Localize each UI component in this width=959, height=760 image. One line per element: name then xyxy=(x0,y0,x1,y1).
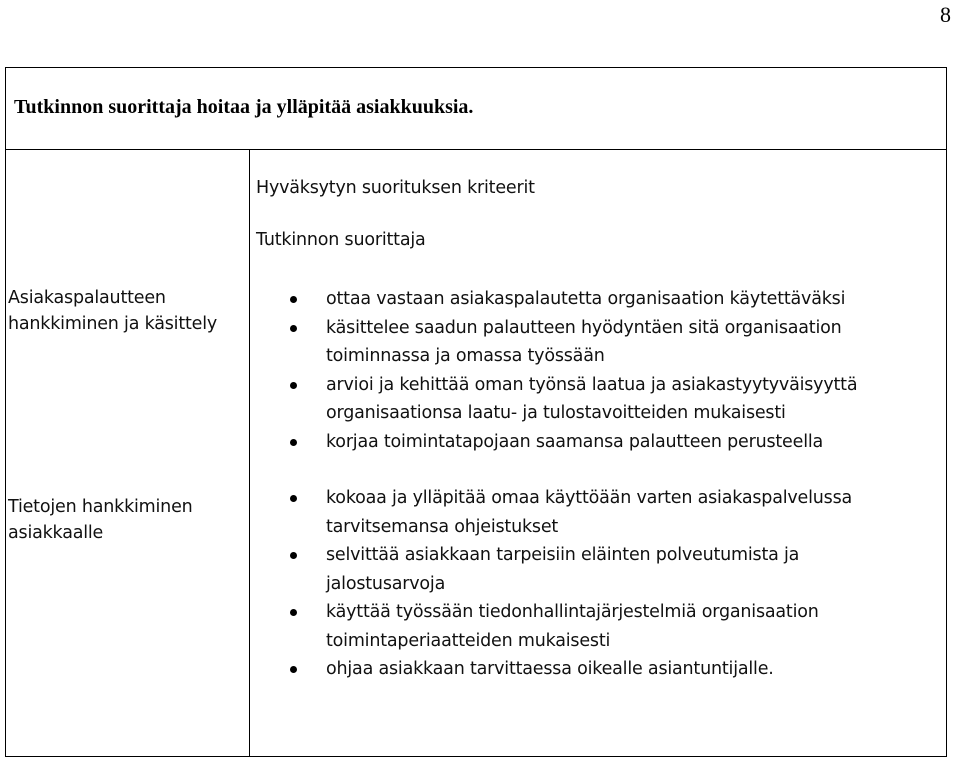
bullet-icon xyxy=(290,552,297,559)
criterion-text: jalostusarvoja xyxy=(326,573,446,594)
criterion-item xyxy=(290,598,852,655)
criteria-list-feedback xyxy=(290,285,857,456)
bullet-icon xyxy=(290,439,297,446)
criterion-text: selvittää asiakkaan tarpeisiin eläinten polveutumista ja xyxy=(326,545,800,565)
bullet-icon xyxy=(290,666,297,673)
section-label-information xyxy=(8,494,193,546)
section-label-line: Asiakaspalautteen xyxy=(8,288,166,308)
criterion-text: kokoaa ja ylläpitää omaa käyttöään varten asiakaspalvelussa xyxy=(326,488,853,508)
criterion-text: ottaa vastaan asiakaspalautetta organisaation käytettäväksi xyxy=(326,289,846,309)
criteria-heading: Hyväksytyn suorituksen kriteerit xyxy=(256,178,535,198)
section-label-line: Tietojen hankkiminen xyxy=(8,497,193,517)
title-row xyxy=(6,68,946,150)
criterion-item xyxy=(290,428,857,457)
criterion-text: tarvitsemansa ohjeistukset xyxy=(326,516,559,537)
bullet-icon xyxy=(290,325,297,332)
criterion-text: käsittelee saadun palautteen hyödyntäen sitä organisaation xyxy=(326,317,842,338)
column-divider xyxy=(249,149,250,756)
bullet-icon xyxy=(290,609,297,616)
criterion-text: toimintaperiaatteiden mukaisesti xyxy=(326,630,611,651)
criterion-item xyxy=(290,541,852,598)
section-label-line: asiakkaalle xyxy=(8,523,104,543)
bullet-icon xyxy=(290,495,297,502)
criterion-text: arvioi ja kehittää oman työnsä laatua ja asiakastyytyväisyyttä xyxy=(326,374,858,395)
criterion-text: toiminnassa ja omassa työssään xyxy=(326,346,605,366)
criterion-text: ohjaa asiakkaan tarvittaessa oikealle asiantuntijalle. xyxy=(326,659,774,679)
criteria-list-information xyxy=(290,484,852,684)
criterion-text: organisaationsa laatu- ja tulostavoitteiden mukaisesti xyxy=(326,403,786,423)
criterion-item xyxy=(290,314,857,371)
table-title: Tutkinnon suorittaja hoitaa ja ylläpitää asiakkuuksia. xyxy=(14,96,474,118)
criterion-item xyxy=(290,285,857,314)
criterion-text: korjaa toimintatapojaan saamansa palautteen perusteella xyxy=(326,431,824,452)
section-label-feedback xyxy=(8,285,217,337)
criterion-item xyxy=(290,655,852,684)
criterion-item xyxy=(290,371,857,428)
criterion-item xyxy=(290,484,852,541)
subject-heading: Tutkinnon suorittaja xyxy=(256,230,426,250)
section-label-line: hankkiminen ja käsittely xyxy=(8,314,218,334)
page-number: 8 xyxy=(940,2,951,27)
bullet-icon xyxy=(290,382,297,389)
bullet-icon xyxy=(290,296,297,303)
criterion-text: käyttää työssään tiedonhallintajärjestelmiä organisaation xyxy=(326,602,819,622)
